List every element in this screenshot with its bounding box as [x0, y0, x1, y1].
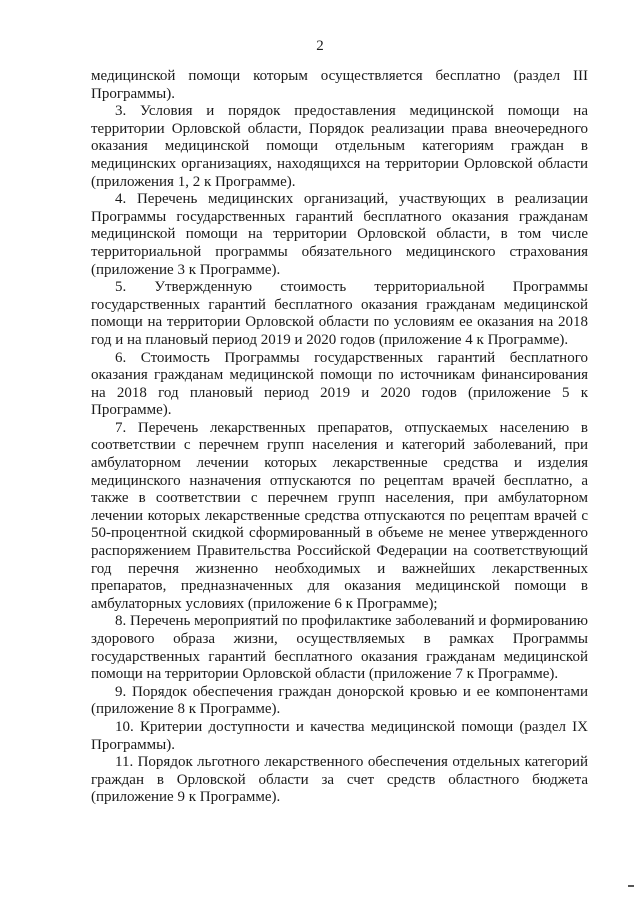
paragraph-item-8: 8. Перечень мероприятий по профилактике заболеваний и формированию здорового образа жизни, осуществляемых в рамках Программы государственных гарантий бесплатного оказания гражданам медицинской помощи на территории Орловской области (приложение 7 к Программе).: [91, 613, 588, 683]
paragraph-item-9: 9. Порядок обеспечения граждан донорской кровью и ее компонентами (приложение 8 к Программе).: [91, 683, 588, 718]
paragraph-continuation: медицинской помощи которым осуществляется бесплатно (раздел III Программы).: [91, 68, 588, 102]
paragraph-item-5: 5. Утвержденную стоимость территориальной Программы государственных гарантий бесплатного оказания гражданам медицинской помощи на территории Орловской области по условиям ее оказания на 2018 год и на плановый период 2019 и 2020 годов (приложение 4 к Программе).: [91, 279, 588, 348]
paragraph-item-10: 10. Критерии доступности и качества медицинской помощи (раздел IX Программы).: [91, 718, 588, 753]
document-body: [91, 68, 588, 807]
page-number: 2: [316, 38, 324, 54]
paragraph-item-11: 11. Порядок льготного лекарственного обеспечения отдельных категорий граждан в Орловской области за счет средств областного бюджета (приложение 9 к Программе).: [91, 754, 588, 806]
paragraph-item-3: 3. Условия и порядок предоставления медицинской помощи на территории Орловской области, Порядок реализации права внеочередного оказания медицинской помощи отдельным категориям граждан в медицинских организациях, находящихся на территории Орловской области (приложения 1, 2 к Программе).: [91, 103, 588, 190]
paragraph-item-7: 7. Перечень лекарственных препаратов, отпускаемых населению в соответствии с перечнем групп населения и категорий заболеваний, при амбулаторном лечении которых лекарственные средства и изделия медицинского назначения отпускаются по рецептам врачей бесплатно, а также в соответствии с перечнем групп населения, при амбулаторном лечении которых лекарственные средства отпускаются по рецептам врачей с 50-процентной скидкой сформированный в объеме не менее утвержденного распоряжением Правительства Российской Федерации на соответствующий год перечня жизненно необходимых и важнейших лекарственных препаратов, предназначенных для оказания медицинской помощи в амбулаторных условиях (приложение 6 к Программе);: [91, 419, 588, 612]
scan-edge-mark: [628, 885, 634, 887]
paragraph-item-6: 6. Стоимость Программы государственных гарантий бесплатного оказания гражданам медицинской помощи по источникам финансирования на 2018 год плановый период 2019 и 2020 годов (приложение 5 к Программе).: [91, 349, 588, 419]
paragraph-item-4: 4. Перечень медицинских организаций, участвующих в реализации Программы государственных гарантий бесплатного оказания гражданам медицинской помощи на территории Орловской области, в том числе территориальной программы обязательного медицинского страхования (приложение 3 к Программе).: [91, 191, 588, 278]
